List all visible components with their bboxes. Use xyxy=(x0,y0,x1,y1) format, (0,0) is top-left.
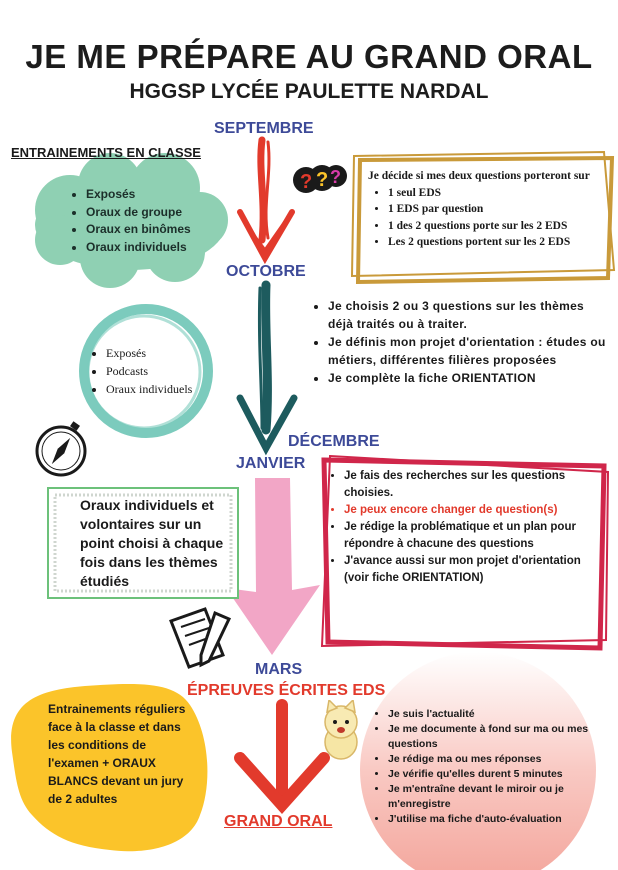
list-item: • Je complète la fiche ORIENTATION xyxy=(328,369,612,387)
list-item: • Je choisis 2 ou 3 questions sur les thèmes déjà traités ou à traiter. xyxy=(328,297,612,333)
svg-text:?: ? xyxy=(300,171,313,193)
list-item: • Podcasts xyxy=(106,362,192,380)
list-item: • Je vérifie qu'elles durent 5 minutes xyxy=(388,767,594,782)
list-item: • Oraux individuels xyxy=(106,380,192,398)
compass-icon xyxy=(33,421,89,477)
list-item: • Exposés xyxy=(106,344,192,362)
list-item: • Les 2 questions portent sur les 2 EDS xyxy=(388,234,603,251)
page-subtitle: HGGSP LYCÉE PAULETTE NARDAL xyxy=(129,80,489,103)
list-item: • J'utilise ma fiche d'auto-évaluation xyxy=(388,812,594,827)
pink-arrow xyxy=(226,478,320,655)
page-title: JE ME PRÉPARE AU GRAND ORAL xyxy=(25,38,593,75)
month-mars: MARS xyxy=(255,661,303,678)
list-item: • Oraux en binômes xyxy=(86,221,191,239)
list-item: • Je suis l'actualité xyxy=(388,707,594,722)
mars-list xyxy=(374,707,594,827)
list-item: • 1 des 2 questions porte sur les 2 EDS xyxy=(388,218,603,235)
cat-sticker-icon xyxy=(315,700,367,764)
septembre-box xyxy=(368,168,603,251)
svg-text:?: ? xyxy=(316,169,329,191)
month-janvier: JANVIER xyxy=(236,455,306,472)
red-arrow-grand-oral xyxy=(240,705,324,805)
list-item: • Je rédige ma ou mes réponses xyxy=(388,752,594,767)
octobre-list xyxy=(312,297,612,387)
list-item: • 1 seul EDS xyxy=(388,185,603,202)
circle-list xyxy=(86,344,192,398)
svg-text:?: ? xyxy=(330,167,341,187)
teal-arrow xyxy=(240,285,294,448)
cloud-list xyxy=(66,186,191,256)
paper-pencil-icon xyxy=(165,603,237,673)
yellow-blob-text: Entrainements réguliers face à la classe et dans les conditions de l'examen + ORAUX BLANCS devant un jury de 2 adultes xyxy=(48,702,186,806)
list-item: • J'avance aussi sur mon projet d'orientation (voir fiche ORIENTATION) xyxy=(344,553,606,587)
list-item: • Je définis mon projet d'orientation : études ou métiers, différentes filières proposées xyxy=(328,333,612,369)
list-item: • Je rédige la problématique et un plan pour répondre à chacune des questions xyxy=(344,519,606,553)
list-item: • Oraux individuels xyxy=(86,239,191,257)
list-item: • Exposés xyxy=(86,186,191,204)
list-item: • Oraux de groupe xyxy=(86,204,191,222)
epreuves-ecrites-label: ÉPREUVES ÉCRITES EDS xyxy=(187,682,386,699)
entrainements-title: ENTRAINEMENTS EN CLASSE xyxy=(11,145,201,160)
list-item: • Je peux encore changer de question(s) xyxy=(344,502,606,519)
list-item: • 1 EDS par question xyxy=(388,201,603,218)
grand-oral-label: GRAND ORAL xyxy=(224,813,333,830)
list-item: • Je fais des recherches sur les questions choisies. xyxy=(344,468,606,502)
list-item: • Je m'entraîne devant le miroir ou je m'enregistre xyxy=(388,782,594,812)
question-marks-icon xyxy=(292,158,348,202)
list-item: • Je me documente à fond sur ma ou mes questions xyxy=(388,722,594,752)
month-septembre: SEPTEMBRE xyxy=(214,120,314,137)
month-octobre: OCTOBRE xyxy=(226,263,306,280)
janvier-box-text: Oraux individuels et volontaires sur un point choisi à chaque fois dans les thèmes étudiés xyxy=(80,497,224,589)
red-arrow-septembre xyxy=(240,140,292,258)
septembre-intro: Je décide si mes deux questions porteront sur xyxy=(368,170,590,182)
janvier-list xyxy=(328,468,606,587)
month-decembre: DÉCEMBRE xyxy=(288,433,380,450)
